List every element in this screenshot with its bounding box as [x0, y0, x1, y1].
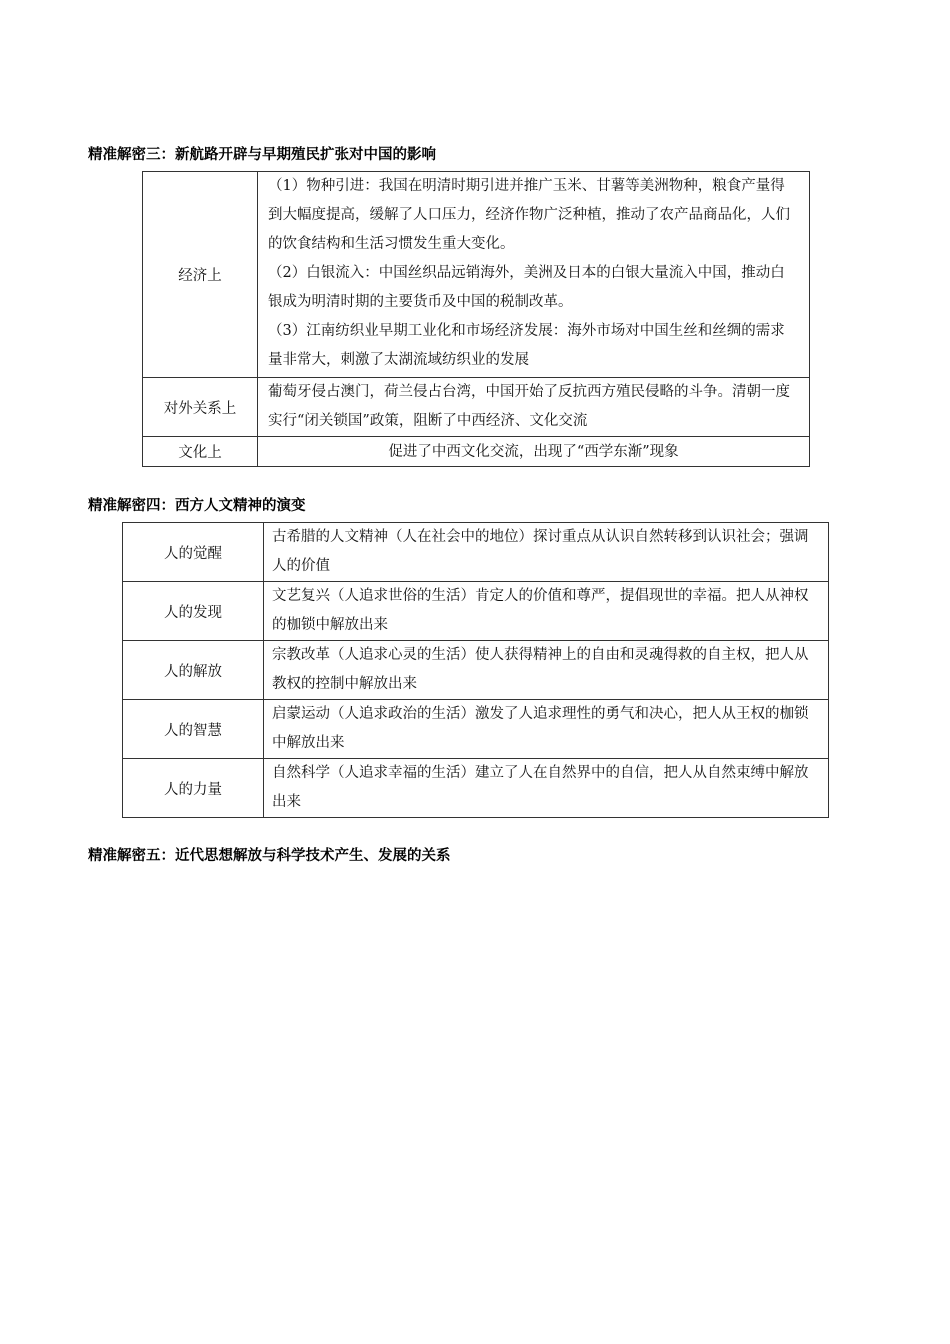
- row-content-wisdom: 启蒙运动（人追求政治的生活）激发了人追求理性的勇气和决心，把人从王权的枷锁中解放出来: [264, 700, 829, 759]
- table-row: [123, 700, 829, 759]
- row-content-discovery: 文艺复兴（人追求世俗的生活）肯定人的价值和尊严，提倡现世的幸福。把人从神权的枷锁中解放出来: [264, 582, 829, 641]
- colonial-impact-table: [142, 171, 810, 467]
- table-row: [143, 437, 810, 467]
- row-label-wisdom: 人的智慧: [123, 700, 264, 759]
- table-row: [143, 172, 810, 378]
- table-row: [123, 759, 829, 818]
- row-label-discovery: 人的发现: [123, 582, 264, 641]
- section-heading-4: 精准解密四：西方人文精神的演变: [88, 498, 306, 514]
- table-row: [123, 523, 829, 582]
- table-row: [123, 641, 829, 700]
- table-row: [143, 378, 810, 437]
- paragraph-species-introduction: （1）物种引进：我国在明清时期引进并推广玉米、甘薯等美洲物种，粮食产量得到大幅度提高，缓解了人口压力，经济作物广泛种植，推动了农产品商品化，人们的饮食结构和生活习惯发生重大变化。: [268, 178, 790, 252]
- row-label-power: 人的力量: [123, 759, 264, 818]
- row-content-awakening: 古希腊的人文精神（人在社会中的地位）探讨重点从认识自然转移到认识社会；强调人的价值: [264, 523, 829, 582]
- row-content-culture: 促进了中西文化交流，出现了“西学东渐”现象: [258, 437, 810, 467]
- row-label-foreign-relations: 对外关系上: [143, 378, 258, 437]
- paragraph-textile-industry: （3）江南纺织业早期工业化和市场经济发展：海外市场对中国生丝和丝绸的需求量非常大，刺激了太湖流域纺织业的发展: [268, 323, 785, 368]
- row-label-culture: 文化上: [143, 437, 258, 467]
- row-content-economy: [258, 172, 810, 378]
- row-label-economy: 经济上: [143, 172, 258, 378]
- row-content-liberation: 宗教改革（人追求心灵的生活）使人获得精神上的自由和灵魂得救的自主权，把人从教权的控制中解放出来: [264, 641, 829, 700]
- table-row: [123, 582, 829, 641]
- paragraph-silver-inflow: （2）白银流入：中国丝织品远销海外，美洲及日本的白银大量流入中国，推动白银成为明清时期的主要货币及中国的税制改革。: [268, 265, 785, 310]
- row-label-liberation: 人的解放: [123, 641, 264, 700]
- section-heading-5: 精准解密五：近代思想解放与科学技术产生、发展的关系: [88, 848, 451, 864]
- humanism-evolution-table: [122, 522, 829, 818]
- row-label-awakening: 人的觉醒: [123, 523, 264, 582]
- row-content-foreign-relations: 葡萄牙侵占澳门，荷兰侵占台湾，中国开始了反抗西方殖民侵略的斗争。清朝一度实行“闭关锁国”政策，阻断了中西经济、文化交流: [258, 378, 810, 437]
- row-content-power: 自然科学（人追求幸福的生活）建立了人在自然界中的自信，把人从自然束缚中解放出来: [264, 759, 829, 818]
- section-heading-3: 精准解密三：新航路开辟与早期殖民扩张对中国的影响: [88, 147, 436, 163]
